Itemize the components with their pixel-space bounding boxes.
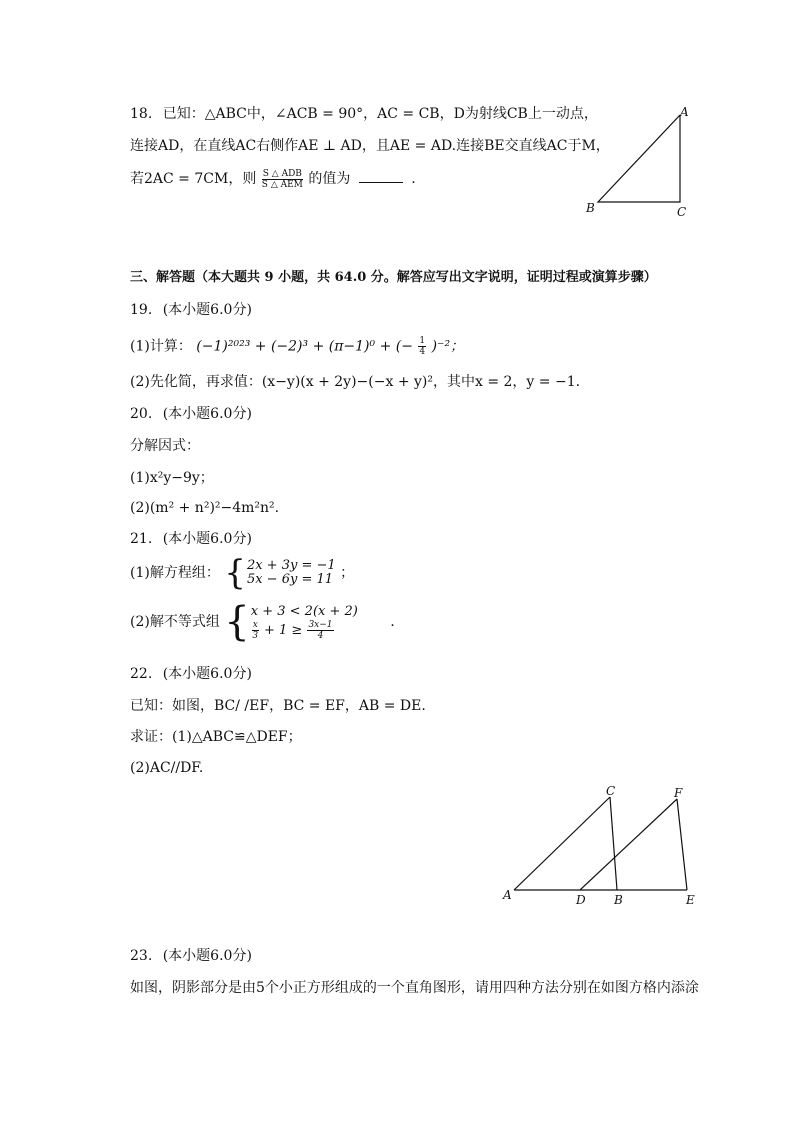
q21-ineq2-mid: + 1 ≥ bbox=[263, 622, 303, 638]
q21-ineq2-right-fraction bbox=[307, 620, 333, 641]
q21-part1-end: ； bbox=[340, 565, 355, 581]
q18-frac-numerator: S △ ADB bbox=[262, 168, 302, 179]
q22-prove2: (2)AC//DF. bbox=[130, 760, 204, 776]
q18-line3-suffix: 的值为 bbox=[308, 171, 351, 187]
q21-eq1: 2x + 3y = −1 bbox=[246, 558, 336, 573]
q18-line-2 bbox=[130, 136, 610, 156]
q18-ratio-fraction bbox=[262, 169, 303, 190]
q19-frac-numerator: 1 bbox=[419, 336, 426, 346]
q22-header bbox=[130, 664, 252, 684]
q21-eq2: 5x − 6y = 11 bbox=[246, 572, 334, 587]
q23-score: (本小题6.0分) bbox=[162, 948, 252, 964]
q21-ineq2-right-num: 3x−1 bbox=[308, 619, 333, 630]
q22-prove1: 求证：(1)△ABC≌△DEF； bbox=[130, 729, 302, 745]
q19-part1-expr: (−1)²⁰²³ + (−2)³ + (π−1)⁰ + (− bbox=[196, 338, 413, 355]
q22-label-e: E bbox=[686, 893, 695, 907]
q20-intro: 分解因式： bbox=[130, 438, 200, 454]
q19-frac-denominator: 4 bbox=[419, 347, 426, 357]
q18-answer-blank[interactable] bbox=[359, 168, 403, 183]
q21-brace-2: { bbox=[224, 599, 250, 645]
q21-part1 bbox=[130, 553, 355, 593]
q18-label-a: A bbox=[680, 105, 689, 119]
q19-score: (本小题6.0分) bbox=[162, 302, 252, 318]
q23-text: 如图，阴影部分是由5个小正方形组成的一个直角图形，请用四种方法分别在如图方格内添涂 bbox=[130, 980, 699, 996]
q20-score: (本小题6.0分) bbox=[162, 406, 252, 422]
q21-part2 bbox=[130, 599, 395, 645]
q18-line3-prefix: 若2AC = 7CM，则 bbox=[130, 171, 257, 187]
q22-label-b: B bbox=[614, 893, 623, 907]
q21-part2-end: . bbox=[390, 614, 395, 630]
q22-triangles-figure bbox=[500, 782, 710, 912]
q18-line3-end: . bbox=[411, 171, 416, 187]
q18-triangle bbox=[598, 115, 680, 202]
q21-equation-system bbox=[224, 553, 336, 593]
q18-line-1 bbox=[130, 104, 598, 124]
q20-number: 20. bbox=[130, 406, 153, 422]
q18-label-c: C bbox=[677, 205, 687, 219]
q21-ineq2 bbox=[251, 620, 358, 641]
q23-header bbox=[130, 946, 252, 966]
q19-header bbox=[130, 300, 252, 320]
q20-part2: (2)(m² + n²)²−4m²n². bbox=[130, 500, 280, 516]
q22-label-c: C bbox=[606, 784, 616, 798]
q21-ineq2-left-den: 3 bbox=[252, 630, 259, 641]
q21-ineq2-right-den: 4 bbox=[317, 630, 324, 641]
q22-score: (本小题6.0分) bbox=[162, 666, 252, 682]
q19-part1-fraction bbox=[418, 336, 426, 357]
q22-number: 22. bbox=[130, 666, 153, 682]
q20-header bbox=[130, 404, 252, 424]
q21-equation-rows bbox=[247, 559, 336, 587]
q22-line-fe bbox=[677, 799, 687, 890]
q19-part1 bbox=[130, 336, 464, 357]
q21-ineq1: x + 3 < 2(x + 2) bbox=[250, 603, 358, 619]
q21-inequality-rows bbox=[251, 604, 358, 641]
q19-part1-expr-end: )⁻²； bbox=[431, 338, 465, 355]
q21-brace-1: { bbox=[224, 553, 246, 593]
q19-number: 19. bbox=[130, 302, 153, 318]
q21-ineq2-left-num: x bbox=[252, 619, 258, 630]
q21-header bbox=[130, 529, 252, 549]
q18-line-3 bbox=[130, 168, 416, 190]
q21-score: (本小题6.0分) bbox=[162, 531, 252, 547]
q23-number: 23. bbox=[130, 948, 153, 964]
q18-number: 18. bbox=[130, 106, 153, 122]
q21-part2-label: (2)解不等式组 bbox=[130, 614, 220, 630]
q22-label-d: D bbox=[576, 893, 586, 907]
q19-part1-label: (1)计算： bbox=[130, 338, 192, 355]
q22-given: 已知：如图，BC/ /EF，BC = EF，AB = DE. bbox=[130, 698, 426, 714]
q21-inequality-system bbox=[224, 599, 358, 645]
q19-part2: (2)先化简，再求值：(x−y)(x + 2y)−(−x + y)²，其中x = 2，y = −1. bbox=[130, 374, 581, 390]
q18-label-b: B bbox=[586, 201, 595, 215]
q18-triangle-figure bbox=[580, 100, 700, 225]
q21-ineq2-left-fraction bbox=[252, 620, 259, 641]
q18-frac-denominator: S △ AEM bbox=[261, 179, 303, 190]
q21-part1-label: (1)解方程组： bbox=[130, 565, 220, 581]
q22-label-f: F bbox=[674, 786, 683, 800]
section3-heading: 三、解答题（本大题共 9 小题，共 64.0 分。解答应写出文字说明，证明过程或演算步骤） bbox=[130, 270, 657, 285]
q21-number: 21. bbox=[130, 531, 153, 547]
q20-part1: (1)x²y−9y； bbox=[130, 470, 214, 486]
q22-label-a: A bbox=[503, 888, 512, 902]
q18-line1-text: 已知：△ABC中，∠ACB = 90°，AC = CB，D为射线CB上一动点， bbox=[162, 106, 598, 122]
q22-line-cb bbox=[610, 797, 617, 890]
q18-line2-text: 连接AD，在直线AC右侧作AE ⊥ AD，且AE = AD.连接BE交直线AC于M， bbox=[130, 138, 610, 154]
